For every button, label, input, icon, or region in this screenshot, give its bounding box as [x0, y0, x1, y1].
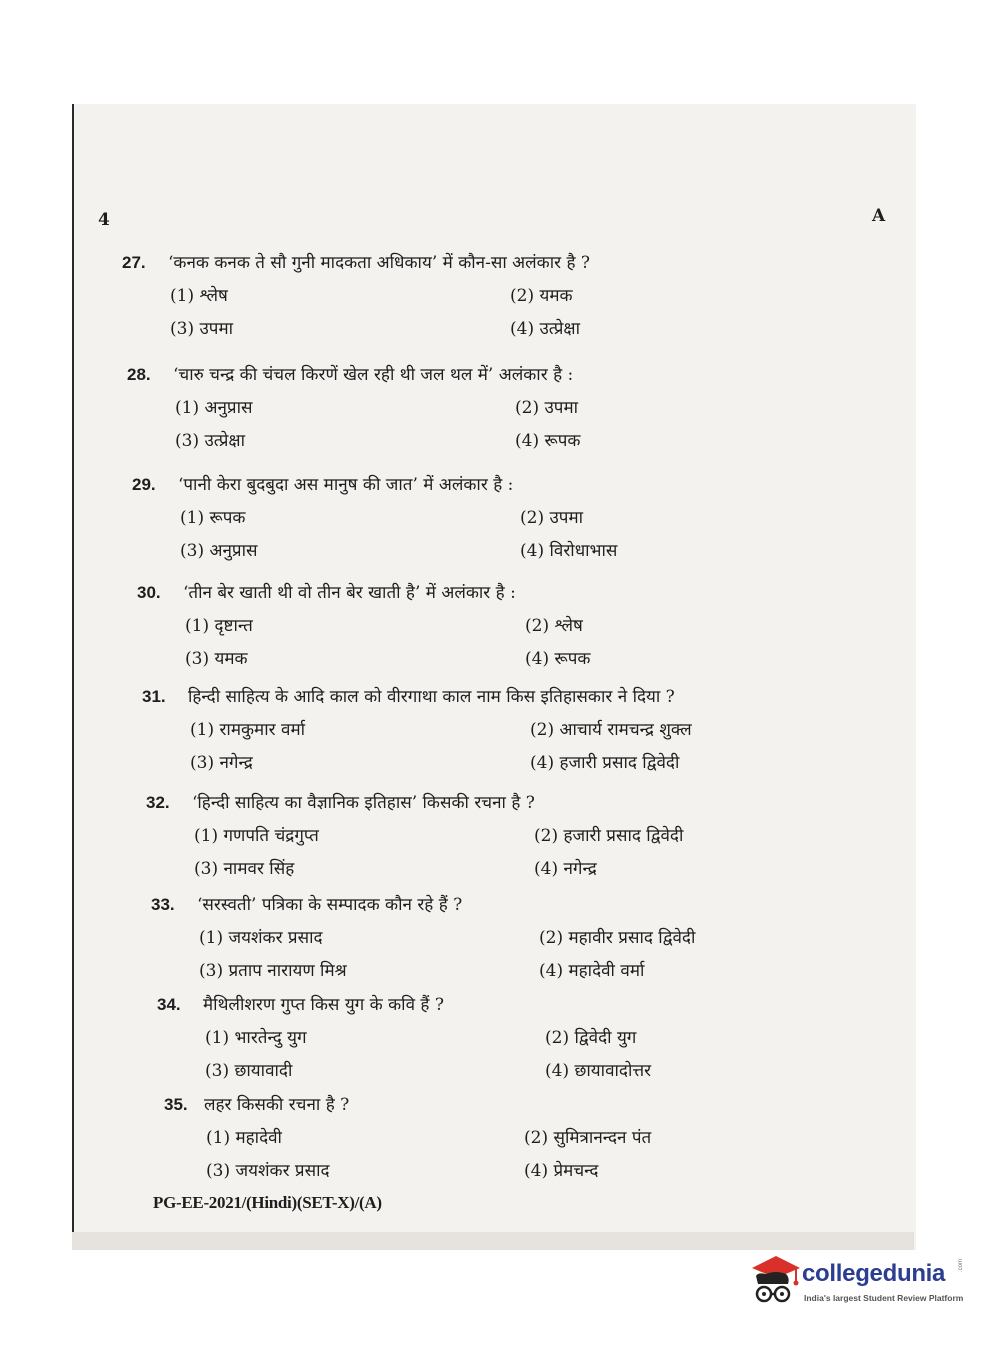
option: (1) रूपक: [180, 508, 246, 528]
option: (1) भारतेन्दु युग: [205, 1028, 307, 1048]
option: (4) हजारी प्रसाद द्विवेदी: [530, 753, 680, 773]
option: (1) श्लेष: [170, 286, 228, 306]
option: (2) हजारी प्रसाद द्विवेदी: [534, 826, 684, 846]
question-30: [137, 580, 837, 669]
brand-tagline: India's largest Student Review Platform: [804, 1293, 964, 1303]
option: (3) जयशंकर प्रसाद: [206, 1161, 330, 1181]
option: (4) उत्प्रेक्षा: [510, 319, 580, 339]
question-number: 27.: [122, 253, 146, 272]
question-number: 35.: [164, 1095, 188, 1114]
sheet-bottom-edge: [72, 1232, 914, 1250]
option: (4) महादेवी वर्मा: [539, 961, 645, 981]
option: (3) उपमा: [170, 319, 234, 339]
question-27: [122, 250, 822, 339]
paper-code: PG-EE-2021/(Hindi)(SET-X)/(A): [153, 1193, 382, 1212]
option: (4) रूपक: [515, 431, 581, 451]
collegedunia-watermark: [746, 1252, 976, 1312]
set-code: A: [872, 206, 886, 226]
question-number: 34.: [157, 995, 181, 1014]
question-number: 33.: [151, 895, 175, 914]
question-text: ‘सरस्वती’ पत्रिका के सम्पादक कौन रहे हैं ?: [197, 895, 463, 915]
question-number: 32.: [146, 793, 170, 812]
question-33: [151, 892, 851, 981]
option: (3) अनुप्रास: [180, 541, 258, 561]
option: (2) आचार्य रामचन्द्र शुक्ल: [530, 720, 692, 740]
option: (3) नगेन्द्र: [190, 753, 253, 773]
option: (1) रामकुमार वर्मा: [190, 720, 306, 740]
option: (4) रूपक: [525, 649, 591, 669]
option: (2) श्लेष: [525, 616, 583, 636]
question-text: लहर किसकी रचना है ?: [204, 1095, 350, 1115]
question-text: ‘तीन बेर खाती थी वो तीन बेर खाती है’ में अलंकार है :: [183, 583, 516, 603]
option: (1) गणपति चंद्रगुप्त: [194, 826, 319, 846]
question-number: 28.: [127, 365, 151, 384]
option: (3) छायावादी: [205, 1061, 293, 1081]
question-number: 31.: [142, 687, 166, 706]
brand-name: collegedunia: [802, 1260, 946, 1287]
option: (4) नगेन्द्र: [534, 859, 597, 879]
question-28: [127, 362, 827, 451]
question-text: ‘चारु चन्द्र की चंचल किरणें खेल रही थी जल थल में’ अलंकार है :: [173, 365, 574, 385]
option: (1) जयशंकर प्रसाद: [199, 928, 323, 948]
question-35: [164, 1092, 864, 1181]
option: (3) यमक: [185, 649, 248, 669]
question-number: 30.: [137, 583, 161, 602]
brand-domain: .com: [958, 1258, 964, 1272]
option: (3) नामवर सिंह: [194, 859, 295, 879]
option: (4) छायावादोत्तर: [545, 1061, 652, 1081]
option: (2) उपमा: [520, 508, 584, 528]
option: (2) द्विवेदी युग: [545, 1028, 637, 1048]
option: (4) प्रेमचन्द: [524, 1161, 599, 1181]
question-34: [157, 992, 857, 1081]
option: (3) प्रताप नारायण मिश्र: [199, 961, 347, 981]
mascot-icon: [746, 1252, 802, 1312]
question-29: [132, 472, 832, 561]
option: (1) दृष्टान्त: [185, 616, 253, 636]
question-text: हिन्दी साहित्य के आदि काल को वीरगाथा काल नाम किस इतिहासकार ने दिया ?: [188, 687, 675, 707]
option: (2) महावीर प्रसाद द्विवेदी: [539, 928, 696, 948]
option: (2) सुमित्रानन्दन पंत: [524, 1128, 652, 1148]
option: (1) महादेवी: [206, 1128, 282, 1148]
question-text: ‘हिन्दी साहित्य का वैज्ञानिक इतिहास’ किसकी रचना है ?: [192, 793, 535, 813]
question-number: 29.: [132, 475, 156, 494]
option: (3) उत्प्रेक्षा: [175, 431, 245, 451]
option: (1) अनुप्रास: [175, 398, 253, 418]
option: (4) विरोधाभास: [520, 541, 618, 561]
question-text: ‘पानी केरा बुदबुदा अस मानुष की जात’ में अलंकार है :: [178, 475, 514, 495]
question-text: ‘कनक कनक ते सौ गुनी मादकता अधिकाय’ में कौन-सा अलंकार है ?: [168, 253, 591, 273]
question-text: मैथिलीशरण गुप्त किस युग के कवि हैं ?: [203, 995, 444, 1015]
option: (2) उपमा: [515, 398, 579, 418]
question-31: [142, 684, 862, 773]
option: (2) यमक: [510, 286, 573, 306]
question-32: [146, 790, 846, 879]
page-number: 4: [98, 210, 110, 230]
